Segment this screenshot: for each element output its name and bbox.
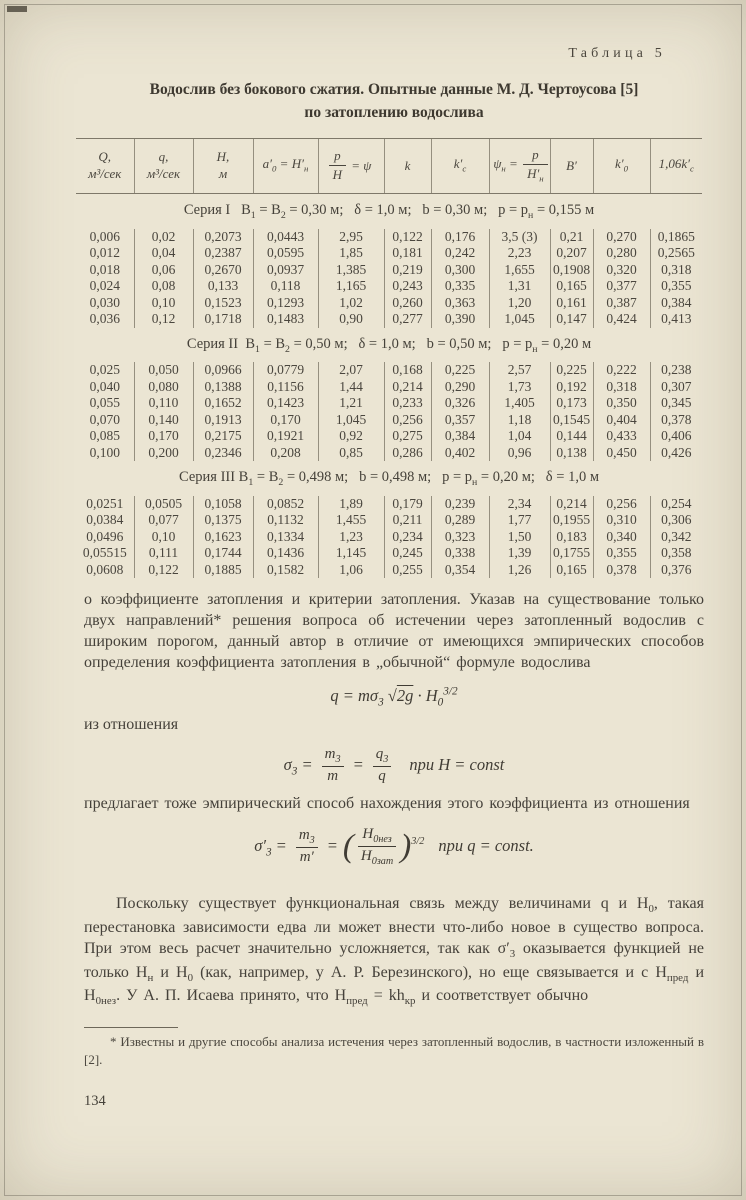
table-cell: 0,277 <box>384 311 431 328</box>
table-cell: 1,02 <box>318 295 384 312</box>
table-title-line1: Водослив без бокового сжатия. Опытные данные М. Д. Чертоусова [5] <box>149 81 639 98</box>
table-cell: 0,040 <box>89 378 120 394</box>
table-cell: 0,1955 <box>550 512 593 529</box>
left-paren: ( <box>342 828 354 865</box>
table-cell: 1,73 <box>489 379 550 396</box>
formula-sigma3-prime <box>84 826 704 867</box>
data-table <box>76 138 702 579</box>
table-cell: 0,168 <box>384 362 431 379</box>
table-row <box>76 512 702 529</box>
table-caption-label: Таблица 5 <box>568 46 666 61</box>
table-cell: 0,207 <box>550 245 593 262</box>
table-cell: 0,070 <box>89 411 120 427</box>
table-cell: 0,2670 <box>193 262 253 279</box>
page-content <box>84 46 704 1110</box>
formula-part: $\sigma'_3$ = <box>254 835 287 859</box>
table-cell: 1,23 <box>318 529 384 546</box>
table-cell: 0,1623 <box>193 529 253 546</box>
col-header-Q <box>76 138 134 194</box>
table-cell: 0,181 <box>384 245 431 262</box>
table-cell: 1,385 <box>318 262 384 279</box>
table-cell: 0,238 <box>650 362 702 379</box>
table-cell: 0,0251 <box>86 495 124 511</box>
formula-exponent: 3/2 <box>411 836 425 848</box>
fraction-numerator: p <box>329 148 346 167</box>
table-cell: 0,0779 <box>253 362 318 379</box>
interlude-1: из отношения <box>84 716 179 734</box>
formula-part: = <box>326 835 338 855</box>
table-cell: 0,1545 <box>550 412 593 429</box>
formula-condition: при H = const <box>409 754 505 774</box>
table-cell: 0,92 <box>318 428 384 445</box>
table-cell: 0,050 <box>134 362 193 379</box>
formula-part: = <box>352 754 364 774</box>
table-cell: 0,2073 <box>193 229 253 246</box>
table-cell: 2,07 <box>318 362 384 379</box>
table-cell: 0,0384 <box>86 512 124 528</box>
table-row <box>76 295 702 312</box>
table-cell: 0,363 <box>431 295 489 312</box>
table-cell: 0,402 <box>431 445 489 462</box>
table-cell: 1,06 <box>318 562 384 579</box>
table-row <box>76 529 702 546</box>
table-cell: 0,290 <box>431 379 489 396</box>
col-header-unit: м³/сек <box>146 165 181 181</box>
table-cell: 0,424 <box>593 311 650 328</box>
formula-text: $q = m\sigma_3$ $√2g \cdot H_0^{3/2}$ <box>330 685 458 709</box>
table-cell: 0,21 <box>550 229 593 246</box>
table-cell: 0,256 <box>384 412 431 429</box>
table-cell: 0,06 <box>134 262 193 279</box>
table-cell: 0,289 <box>431 512 489 529</box>
table-cell: 0,138 <box>550 445 593 462</box>
table-cell: 0,256 <box>593 496 650 513</box>
table-cell: 0,377 <box>593 278 650 295</box>
table-cell: 0,1156 <box>253 379 318 396</box>
table-row <box>76 245 702 262</box>
table-cell: 0,222 <box>593 362 650 379</box>
col-header-text: $\psi_н$ = <box>493 156 518 175</box>
table-cell: 0,355 <box>650 278 702 295</box>
table-cell: 0,1865 <box>650 229 702 246</box>
table-cell: 0,1523 <box>193 295 253 312</box>
table-cell: 0,270 <box>593 229 650 246</box>
table-cell: 0,286 <box>384 445 431 462</box>
fraction <box>373 746 392 785</box>
table-cell: 0,390 <box>431 311 489 328</box>
col-header-a0: $a'_0 = H'_н$ <box>253 138 318 194</box>
col-header-k0: $k'_0$ <box>593 138 650 194</box>
paragraph-1: о коэффициенте затопления и критерии затопления. Указав на существование только двух направлений* решения вопроса об истечении через затопленный водослив с широким порогом, данный автор в отличие от имеющихся эмпирических способов определения коэффициента затопления в „обычной“ формуле водослива <box>84 591 704 672</box>
table-cell: 0,242 <box>431 245 489 262</box>
fraction-denominator: m′ <box>299 849 314 866</box>
table-cell: 0,02 <box>134 229 193 246</box>
table-cell: 0,111 <box>134 545 193 562</box>
table-cell: 1,31 <box>489 278 550 295</box>
table-cell: 0,1423 <box>253 395 318 412</box>
table-cell: 0,0852 <box>253 496 318 513</box>
table-cell: 0,342 <box>650 529 702 546</box>
col-header-106kc: $1,06k'_с$ <box>650 138 702 194</box>
table-cell: 1,85 <box>318 245 384 262</box>
table-cell: 0,10 <box>134 529 193 546</box>
table-cell: 0,1913 <box>193 412 253 429</box>
table-cell: 0,192 <box>550 379 593 396</box>
col-header-unit: м <box>218 165 228 181</box>
table-row <box>76 311 702 328</box>
table-cell: 1,21 <box>318 395 384 412</box>
table-cell: 0,10 <box>134 295 193 312</box>
table-cell: 1,655 <box>489 262 550 279</box>
table-cell: 0,323 <box>431 529 489 546</box>
table-cell: 0,338 <box>431 545 489 562</box>
table-cell: 0,354 <box>431 562 489 579</box>
table-row <box>76 562 702 579</box>
table-cell: 0,90 <box>318 311 384 328</box>
table-cell: 0,214 <box>384 379 431 396</box>
table-title <box>84 78 704 125</box>
table-cell: 0,245 <box>384 545 431 562</box>
table-row <box>76 545 702 562</box>
table-header-row <box>76 138 702 194</box>
table-cell: 0,234 <box>384 529 431 546</box>
series-caption: Серия III $B_1 = B_2 = 0,498$ м; b = 0,498 м; $p = p_н = 0,20$ м; δ = 1,0 м <box>178 469 599 489</box>
table-cell: 0,080 <box>134 379 193 396</box>
table-cell: 0,404 <box>593 412 650 429</box>
footnote <box>84 1033 704 1069</box>
fraction-denominator: H <box>332 167 343 183</box>
table-cell: 0,1436 <box>253 545 318 562</box>
col-header-text: H, <box>216 149 230 165</box>
table-cell: 0,024 <box>89 278 120 294</box>
table-cell: 0,300 <box>431 262 489 279</box>
table-cell: 0,0496 <box>86 528 124 544</box>
table-cell: 2,95 <box>318 229 384 246</box>
table-cell: 2,57 <box>489 362 550 379</box>
table-cell: 0,239 <box>431 496 489 513</box>
table-cell: 0,280 <box>593 245 650 262</box>
table-cell: 0,179 <box>384 496 431 513</box>
scan-artifact <box>7 6 27 12</box>
table-cell: 0,006 <box>89 228 120 244</box>
col-header-text: q, <box>158 149 169 165</box>
table-title-line2: по затоплению водослива <box>304 104 484 122</box>
table-cell: 0,450 <box>593 445 650 462</box>
fraction-numerator: $m_3$ <box>322 746 344 767</box>
table-cell: 0,318 <box>650 262 702 279</box>
table-cell: 0,345 <box>650 395 702 412</box>
table-cell: 1,18 <box>489 412 550 429</box>
table-cell: 1,455 <box>318 512 384 529</box>
table-cell: 0,05515 <box>82 545 127 561</box>
series-caption: Серия I $B_1 = B_2 = 0,30$ м; δ = 1,0 м; b = 0,30 м; $p = p_н = 0,155$ м <box>183 202 595 222</box>
table-cell: 0,1375 <box>193 512 253 529</box>
table-cell: 0,170 <box>134 428 193 445</box>
table-cell: 1,20 <box>489 295 550 312</box>
table-cell: 0,0595 <box>253 245 318 262</box>
table-cell: 0,1388 <box>193 379 253 396</box>
fraction-numerator: $H_{0нез}$ <box>358 826 396 847</box>
table-cell: 0,85 <box>318 445 384 462</box>
table-cell: 1,44 <box>318 379 384 396</box>
fraction-denominator: $H'_н$ <box>527 166 544 184</box>
table-cell: 0,214 <box>550 496 593 513</box>
table-cell: 0,211 <box>384 512 431 529</box>
series-caption-row <box>76 461 702 495</box>
table-cell: 0,036 <box>89 311 120 327</box>
col-header-psi-n <box>489 138 550 194</box>
table-cell: 0,183 <box>550 529 593 546</box>
table-cell: 0,025 <box>89 362 120 378</box>
table-cell: 0,055 <box>89 395 120 411</box>
table-cell: 1,045 <box>318 412 384 429</box>
fraction <box>358 826 396 867</box>
table-cell: 0,96 <box>489 445 550 462</box>
table-cell: 2,23 <box>489 245 550 262</box>
table-cell: 0,433 <box>593 428 650 445</box>
table-cell: 0,1293 <box>253 295 318 312</box>
footnote-text: * Известны и другие способы анализа истечения через затопленный водослив, в частности изложенный в [2]. <box>84 1033 704 1067</box>
formula-discharge <box>84 686 704 709</box>
table-cell: 2,34 <box>489 496 550 513</box>
table-cell: 0,0443 <box>253 229 318 246</box>
table-cell: 0,225 <box>550 362 593 379</box>
table-cell: 0,378 <box>593 562 650 579</box>
table-cell: 1,77 <box>489 512 550 529</box>
series-caption-row <box>76 194 702 229</box>
table-cell: 1,89 <box>318 496 384 513</box>
table-cell: 0,1921 <box>253 428 318 445</box>
table-cell: 0,144 <box>550 428 593 445</box>
table-cell: 0,118 <box>253 278 318 295</box>
table-cell: 0,165 <box>550 278 593 295</box>
table-cell: 1,26 <box>489 562 550 579</box>
table-header <box>76 138 702 194</box>
table-cell: 1,39 <box>489 545 550 562</box>
table-cell: 1,405 <box>489 395 550 412</box>
table-cell: 0,243 <box>384 278 431 295</box>
table-cell: 0,0505 <box>134 496 193 513</box>
table-cell: 0,2565 <box>650 245 702 262</box>
fraction-numerator: p <box>523 147 548 166</box>
table-cell: 0,326 <box>431 395 489 412</box>
table-cell: 1,165 <box>318 278 384 295</box>
table-cell: 0,100 <box>89 444 120 460</box>
col-header-kc: $k'_с$ <box>431 138 489 194</box>
table-cell: 0,030 <box>89 294 120 310</box>
table-cell: 0,318 <box>593 379 650 396</box>
fraction-denominator: q <box>378 768 386 785</box>
table-cell: 0,1582 <box>253 562 318 579</box>
table-cell: 0,384 <box>431 428 489 445</box>
table-cell: 0,384 <box>650 295 702 312</box>
table-cell: 0,1132 <box>253 512 318 529</box>
table-row <box>76 428 702 445</box>
table-cell: 0,0966 <box>193 362 253 379</box>
table-cell: 0,077 <box>134 512 193 529</box>
table-cell: 0,1885 <box>193 562 253 579</box>
table-cell: 1,045 <box>489 311 550 328</box>
fraction-denominator: $H_{0зат}$ <box>360 848 394 868</box>
fraction <box>322 746 344 785</box>
table-cell: 0,225 <box>431 362 489 379</box>
table-cell: 0,12 <box>134 311 193 328</box>
fraction <box>296 827 318 866</box>
table-cell: 0,1755 <box>550 545 593 562</box>
col-header-psi <box>318 138 384 194</box>
table-row <box>76 362 702 379</box>
table-cell: 0,147 <box>550 311 593 328</box>
table-cell: 0,2387 <box>193 245 253 262</box>
table-cell: 0,2175 <box>193 428 253 445</box>
table-row <box>76 445 702 462</box>
formula-part: $\sigma_3$ = <box>283 754 313 777</box>
table-cell: 0,335 <box>431 278 489 295</box>
right-paren: ) <box>400 828 412 865</box>
col-header-text: = ψ <box>351 157 372 173</box>
table-cell: 0,219 <box>384 262 431 279</box>
table-cell: 1,50 <box>489 529 550 546</box>
table-cell: 0,307 <box>650 379 702 396</box>
table-cell: 0,04 <box>134 245 193 262</box>
series-caption: Серия II $B_1 = B_2 = 0,50$ м; δ = 1,0 м; b = 0,50 м; $p = p_н = 0,20$ м <box>186 335 592 355</box>
table-cell: 0,161 <box>550 295 593 312</box>
table-cell: 0,254 <box>650 496 702 513</box>
table-cell: 0,1483 <box>253 311 318 328</box>
table-cell: 0,0937 <box>253 262 318 279</box>
table-cell: 0,08 <box>134 278 193 295</box>
table-cell: 0,012 <box>89 245 120 261</box>
table-row <box>76 496 702 513</box>
table-cell: 1,145 <box>318 545 384 562</box>
table-cell: 0,140 <box>134 412 193 429</box>
col-header-H <box>193 138 253 194</box>
table-cell: 0,255 <box>384 562 431 579</box>
table-cell: 0,260 <box>384 295 431 312</box>
header-fraction <box>523 147 548 186</box>
table-cell: 0,200 <box>134 445 193 462</box>
col-header-B: B′ <box>550 138 593 194</box>
table-cell: 0,1908 <box>550 262 593 279</box>
fraction-numerator: $q_3$ <box>373 746 392 767</box>
table-cell: 0,110 <box>134 395 193 412</box>
table-cell: 0,413 <box>650 311 702 328</box>
table-cell: 0,133 <box>193 278 253 295</box>
table-cell: 0,426 <box>650 445 702 462</box>
formula-sigma3 <box>84 746 704 785</box>
table-cell: 0,376 <box>650 562 702 579</box>
table-cell: 0,0608 <box>86 561 124 577</box>
col-header-text: Q, <box>98 149 112 165</box>
table-cell: 0,406 <box>650 428 702 445</box>
table-cell: 0,018 <box>89 261 120 277</box>
table-cell: 0,387 <box>593 295 650 312</box>
table-cell: 0,170 <box>253 412 318 429</box>
table-cell: 0,176 <box>431 229 489 246</box>
table-cell: 0,310 <box>593 512 650 529</box>
table-cell: 0,208 <box>253 445 318 462</box>
table-cell: 3,5 (3) <box>489 229 550 246</box>
table-cell: 0,1744 <box>193 545 253 562</box>
table-row <box>76 379 702 396</box>
table-row <box>76 278 702 295</box>
table-cell: 0,320 <box>593 262 650 279</box>
table-cell: 0,2346 <box>193 445 253 462</box>
table-cell: 0,355 <box>593 545 650 562</box>
col-header-unit: м³/сек <box>88 165 122 181</box>
header-fraction <box>329 148 346 185</box>
page-number: 134 <box>84 1093 106 1110</box>
fraction-denominator: m <box>327 768 339 785</box>
formula-condition: при q = const. <box>438 835 534 855</box>
table-cell: 0,1652 <box>193 395 253 412</box>
table-cell: 0,122 <box>384 229 431 246</box>
table-cell: 0,340 <box>593 529 650 546</box>
table-row <box>76 412 702 429</box>
table-body <box>76 194 702 578</box>
table-cell: 1,04 <box>489 428 550 445</box>
table-cell: 0,350 <box>593 395 650 412</box>
table-row <box>76 262 702 279</box>
table-cell: 0,275 <box>384 428 431 445</box>
table-cell: 0,1058 <box>193 496 253 513</box>
table-cell: 0,122 <box>134 562 193 579</box>
table-cell: 0,173 <box>550 395 593 412</box>
table-cell: 0,165 <box>550 562 593 579</box>
table-cell: 0,378 <box>650 412 702 429</box>
paragraph-3: Поскольку существует функциональная связь между величинами q и $H_0$, такая перестановка зависимости едва ли может внести что-либо новое в существо вопроса. При этом весь расчет значительно усложняется, так как $\sigma'_3$ оказывается функцией не только $H_н$ и $H_0$ (как, например, у А. Р. Березинского), но еще связывается и с $H_{пред}$ и $H_{0нез}$. У А. П. Исаева принято, что $H_{пред} = kh_{кр}$ и соответствует обычно <box>84 895 705 1008</box>
table-cell: 0,357 <box>431 412 489 429</box>
table-cell: 0,306 <box>650 512 702 529</box>
col-header-k: k <box>384 138 431 194</box>
table-cell: 0,233 <box>384 395 431 412</box>
table-cell: 0,358 <box>650 545 702 562</box>
col-header-q <box>134 138 193 194</box>
table-cell: 0,1334 <box>253 529 318 546</box>
table-cell: 0,085 <box>89 428 120 444</box>
paragraph-2: предлагает тоже эмпирический способ нахождения этого коэффициента из отношения <box>84 795 690 813</box>
series-caption-row <box>76 328 702 362</box>
fraction-numerator: $m_3$ <box>296 827 318 848</box>
footnote-divider <box>84 1027 178 1028</box>
table-row <box>76 395 702 412</box>
table-cell: 0,1718 <box>193 311 253 328</box>
table-row <box>76 229 702 246</box>
